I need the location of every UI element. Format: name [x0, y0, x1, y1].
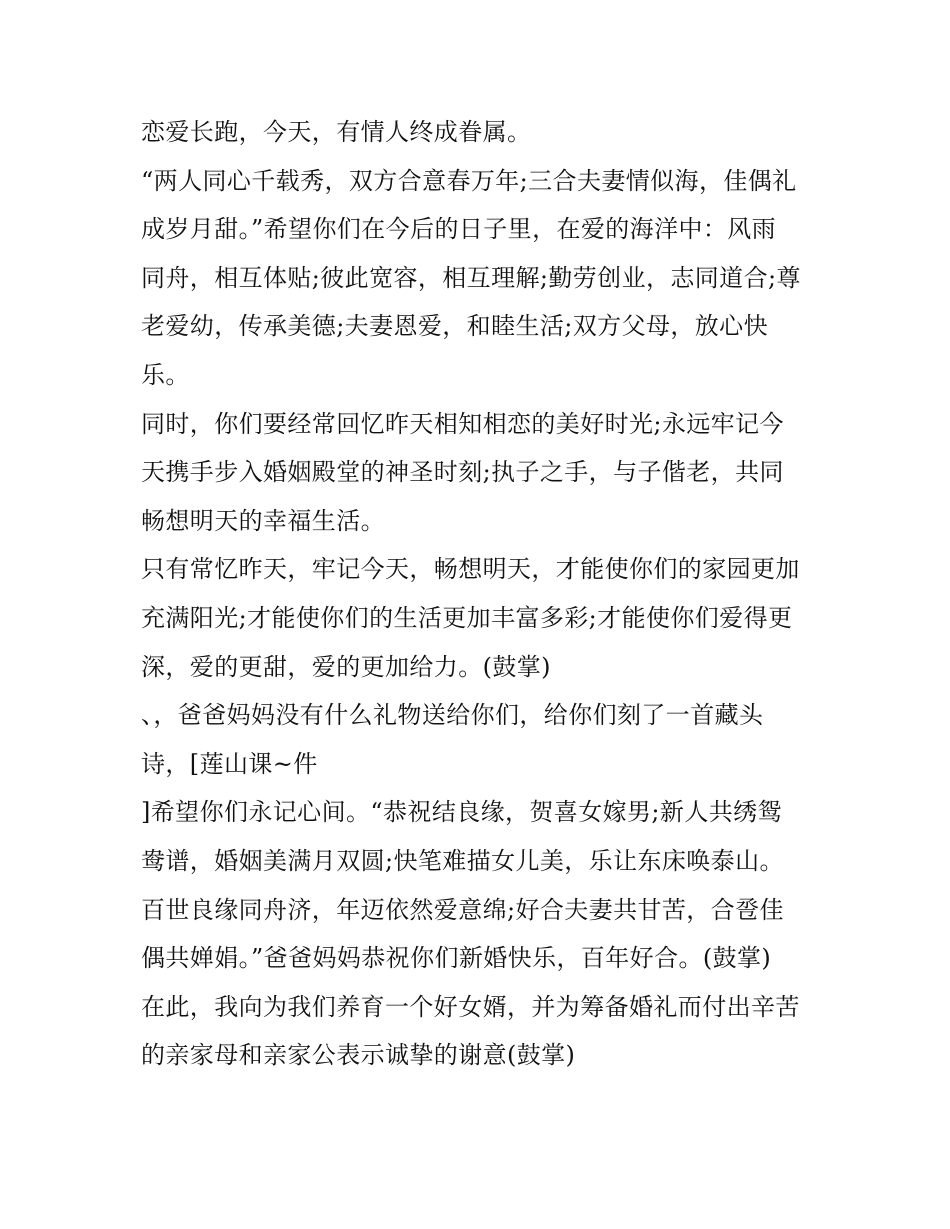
text-line-3: 成岁月甜。”希望你们在今后的日子里，在爱的海洋中：风雨 [141, 215, 777, 244]
text-line-5: 老爱幼，传承美德;夫妻恩爱，和睦生活;双方父母，放心快 [141, 312, 768, 341]
body-text [141, 108, 821, 1080]
text-line-9: 畅想明天的幸福生活。 [141, 506, 385, 535]
text-line-15: ]希望你们永记心间。“恭祝结良缘，贺喜女嫁男;新人共绣鸳 [141, 798, 782, 827]
text-line-16: 鸯谱，婚姻美满月双圆;快笔难描女儿美，乐让东床唤泰山。 [141, 846, 784, 875]
text-line-20: 的亲家母和亲家公表示诚挚的谢意(鼓掌) [141, 1041, 576, 1070]
text-line-1: 恋爱长跑，今天，有情人终成眷属。 [141, 118, 532, 146]
text-line-13: 、，爸爸妈妈没有什么礼物送给你们，给你们刻了一首藏头 [141, 701, 764, 730]
text-line-2: “两人同心千载秀，双方合意春万年;三合夫妻情似海，佳偶礼 [141, 166, 797, 195]
text-line-12: 深，爱的更甜，爱的更加给力。(鼓掌) [141, 652, 551, 681]
text-line-6: 乐。 [141, 360, 190, 389]
text-line-18: 偶共婵娟。”爸爸妈妈恭祝你们新婚快乐，百年好合。(鼓掌) [141, 944, 772, 973]
text-line-7: 同时，你们要经常回忆昨天相知相恋的美好时光;永远牢记今 [141, 409, 784, 438]
text-line-19: 在此，我向为我们养育一个好女婿，并为筹备婚礼而付出辛苦 [141, 992, 800, 1021]
text-line-4: 同舟，相互体贴;彼此宽容，相互理解;勤劳创业，志同道合;尊 [141, 263, 801, 292]
text-line-11: 充满阳光;才能使你们的生活更加丰富多彩;才能使你们爱得更 [141, 603, 793, 632]
text-line-10: 只有常忆昨天，牢记今天，畅想明天，才能使你们的家园更加 [141, 555, 800, 584]
text-line-8: 天携手步入婚姻殿堂的神圣时刻;执子之手，与子偕老，共同 [141, 458, 784, 487]
text-line-17: 百世良缘同舟济，年迈依然爱意绵;好合夫妻共甘苦，合卺佳 [141, 895, 784, 924]
text-line-14: 诗，[莲山课~件 [141, 749, 318, 778]
